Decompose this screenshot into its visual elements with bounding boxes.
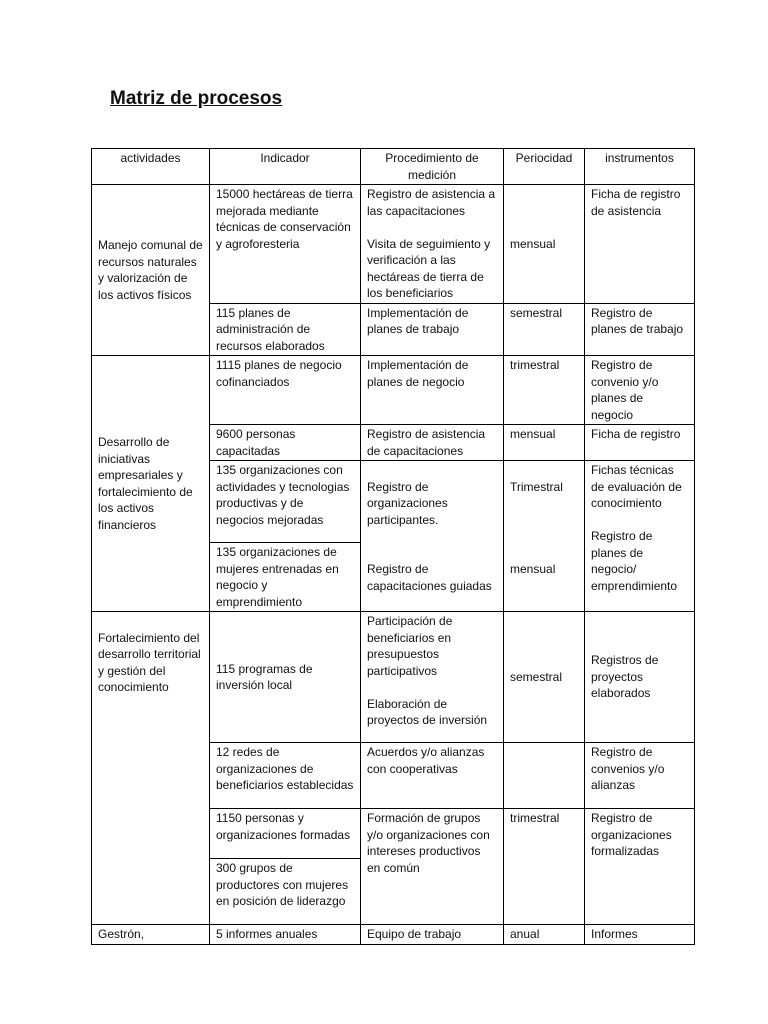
header-instrumentos: instrumentos [585, 149, 695, 185]
procedure-cell: Implementación de planes de negocio [361, 356, 504, 425]
procedure-cell [361, 612, 504, 743]
process-matrix-table [91, 148, 695, 945]
activity-cell: Manejo comunal de recursos naturales y valorización de los activos físicos [92, 185, 210, 356]
procedure-text: Registro de asistencia a las capacitaciones [367, 187, 496, 218]
instrument-cell: Ficha de registro [585, 425, 695, 461]
procedure-cell [361, 185, 504, 304]
procedure-text: Elaboración de proyectos de inversión [367, 696, 488, 727]
instrument-cell: Registros de proyectos elaborados [585, 612, 695, 743]
instrument-cell [585, 461, 695, 612]
procedure-text: Registro de capacitaciones guiadas [367, 562, 492, 593]
indicator-cell: 12 redes de organizaciones de beneficiarios establecidas [210, 743, 361, 809]
procedure-cell: Formación de grupos y/o organizaciones con intereses productivos en común [361, 809, 504, 925]
procedure-cell: Acuerdos y/o alianzas con cooperativas [361, 743, 504, 809]
indicator-cell: 1150 personas y organizaciones formadas [210, 809, 361, 859]
instrument-text: Registro de planes de negocio/ emprendimiento [591, 529, 678, 593]
periodicity-cell: trimestral [504, 356, 585, 425]
periodicity-cell: mensual [504, 425, 585, 461]
procedure-text: Participación de beneficiarios en presupuestos participativos [367, 614, 453, 678]
indicator-cell: 15000 hectáreas de tierra mejorada mediante técnicas de conservación y agroforesteria [210, 185, 361, 304]
instrument-cell: Ficha de registro de asistencia [585, 185, 695, 304]
periodicity-cell: mensual [504, 185, 585, 304]
header-procedimiento: Procedimiento de medición [361, 149, 504, 185]
indicator-cell: 115 programas de inversión local [210, 612, 361, 743]
table-header-row [92, 149, 695, 185]
instrument-cell: Registro de planes de trabajo [585, 303, 695, 356]
activity-text: Fortalecimiento del desarrollo territorial y gestión del conocimiento [98, 630, 201, 694]
activity-cell: Desarrollo de iniciativas empresariales y fortalecimiento de los activos financieros [92, 356, 210, 612]
activity-cell [92, 612, 210, 925]
periodicity-cell: semestral [504, 303, 585, 356]
instrument-cell: Informes [585, 925, 695, 945]
indicator-cell: 135 organizaciones de mujeres entrenadas en negocio y emprendimiento [210, 543, 361, 612]
document-title: Matriz de procesos [110, 88, 283, 109]
procedure-text: Registro de organizaciones participantes. [367, 479, 448, 527]
procedure-cell: Equipo de trabajo [361, 925, 504, 945]
instrument-cell: Registro de convenios y/o alianzas [585, 743, 695, 809]
periodicity-cell: semestral [504, 612, 585, 743]
table-row [92, 185, 695, 304]
table-row [92, 925, 695, 945]
periodicity-text: Trimestral [510, 479, 563, 494]
header-indicador: Indicador [210, 149, 361, 185]
procedure-cell: Implementación de planes de trabajo [361, 303, 504, 356]
instrument-cell: Registro de organizaciones formalizadas [585, 809, 695, 925]
instrument-text: Fichas técnicas de evaluación de conocimiento [591, 463, 682, 510]
header-actividades: actividades [92, 149, 210, 185]
periodicity-cell: anual [504, 925, 585, 945]
indicator-cell: 115 planes de administración de recursos elaborados [210, 303, 361, 356]
periodicity-text: mensual [510, 562, 556, 576]
activity-cell: Gestrón, [92, 925, 210, 945]
header-periocidad: Periocidad [504, 149, 585, 185]
periodicity-cell [504, 743, 585, 809]
indicator-cell: 1115 planes de negocio cofinanciados [210, 356, 361, 425]
table-row [92, 612, 695, 743]
procedure-cell [361, 461, 504, 612]
indicator-cell: 5 informes anuales [210, 925, 361, 945]
indicator-cell: 135 organizaciones con actividades y tecnologias productivas y de negocios mejoradas [210, 461, 361, 543]
instrument-cell: Registro de convenio y/o planes de negocio [585, 356, 695, 425]
table-row [92, 356, 695, 425]
indicator-cell: 9600 personas capacitadas [210, 425, 361, 461]
procedure-text: Visita de seguimiento y verificación a las hectáreas de tierra de los beneficiarios [367, 236, 491, 300]
procedure-cell: Registro de asistencia de capacitaciones [361, 425, 504, 461]
periodicity-cell [504, 461, 585, 612]
periodicity-cell: trimestral [504, 809, 585, 925]
indicator-cell: 300 grupos de productores con mujeres en posición de liderazgo [210, 859, 361, 925]
